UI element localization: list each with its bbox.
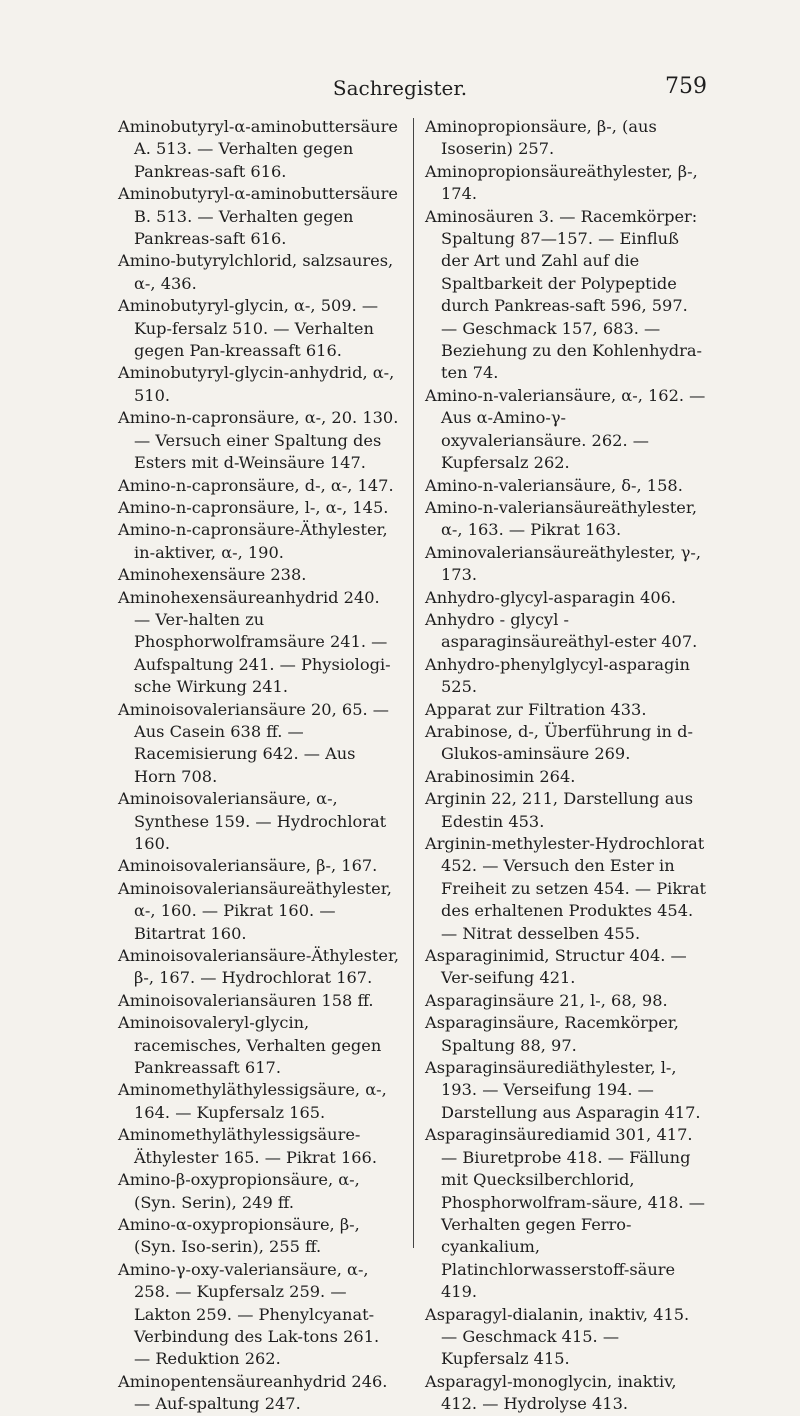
index-entry: Amino-n-capronsäure, α-, 20. 130. — Versuch einer Spaltung des Esters mit d-Weinsäure 147. <box>118 408 399 473</box>
index-entry: Aminomethyläthylessigsäure, α-, 164. — Kupfersalz 165. <box>118 1080 387 1122</box>
index-entry: Amino-n-valeriansäureäthylester, α-, 163. — Pikrat 163. <box>425 497 697 540</box>
index-entry: Arginin 22, 211, Darstellung aus Edestin 453. <box>425 789 694 831</box>
index-entry: Aminohexensäureanhydrid 240. — Ver-halten zu Phosphorwolframsäure 241. — Aufspaltung 241. — Physiologi-sche Wirkung 241. <box>118 587 391 697</box>
index-entry: Asparaginimid, Structur 404. — Ver-seifung 421. <box>425 946 687 988</box>
index-entry: Anhydro-phenylglycyl-asparagin 525. <box>425 654 690 697</box>
index-entry: Asparagyl-dialanin, inaktiv, 415. — Geschmack 415. — Kupfersalz 415. <box>425 1304 690 1369</box>
index-entry: Aminopropionsäureäthylester, β-, 174. <box>425 161 698 204</box>
index-entry: Asparaginsäure, Racemkörper, Spaltung 88, 97. <box>425 1013 679 1055</box>
index-entry: Aminoisovaleriansäuren 158 ff. <box>118 990 374 1010</box>
index-column-right <box>425 116 707 1416</box>
index-entry: Aminoisovaleryl-glycin, racemisches, Verhalten gegen Pankreassaft 617. <box>118 1013 382 1078</box>
index-entry: Aminomethyläthylessigsäure-Äthylester 165. — Pikrat 166. <box>118 1125 377 1167</box>
index-entry: Amino-α-oxypropionsäure, β-, (Syn. Iso-serin), 255 ff. <box>118 1214 360 1257</box>
index-entry: Aminovaleriansäureäthylester, γ-, 173. <box>425 542 702 585</box>
index-entry: Arginin-methylester-Hydrochlorat 452. — Versuch den Ester in Freiheit zu setzen 454. — Pikrat des erhaltenen Produktes 454. — Nitrat desselben 455. <box>425 834 707 943</box>
index-entry: Asparagyl-monoglycin, inaktiv, 412. — Hydrolyse 413. <box>425 1371 677 1414</box>
index-entry: Aminoisovaleriansäureäthylester, α-, 160. — Pikrat 160. — Bitartrat 160. <box>118 878 392 943</box>
index-entry: Aminobutyryl-glycin-anhydrid, α-, 510. <box>118 363 395 405</box>
index-entry: Arabinosimin 264. <box>425 766 576 786</box>
index-entry: Aminohexensäure 238. <box>118 565 307 585</box>
index-entry: Aminoisovaleriansäure, α-, Synthese 159. — Hydrochlorat 160. <box>118 789 387 853</box>
index-entry: Asparaginsäure 21, l-, 68, 98. <box>425 990 668 1010</box>
index-entry: Amino-n-valeriansäure, α-, 162. — Aus α-Amino-γ-oxyvaleriansäure. 262. — Kupfersalz 262. <box>425 385 706 473</box>
index-entry: Aminobutyryl-glycin, α-, 509. — Kup-fersalz 510. — Verhalten gegen Pan-kreassaft 616. <box>118 296 379 361</box>
index-entry: Anhydro-glycyl-asparagin 406. <box>425 587 677 607</box>
index-entry: Aminobutyryl-α-aminobuttersäure A. 513. — Verhalten gegen Pankreas-saft 616. <box>118 117 398 181</box>
index-entry: Amino-β-oxypropionsäure, α-, (Syn. Serin), 249 ff. <box>118 1170 360 1212</box>
index-entry: Amino-n-capronsäure-Äthylester, in-aktiver, α-, 190. <box>118 520 388 562</box>
column-divider <box>413 118 414 1248</box>
index-entry: Aminopentensäureanhydrid 246. — Auf-spaltung 247. <box>118 1371 388 1414</box>
index-entry: Amino-n-capronsäure, d-, α-, 147. <box>118 475 394 495</box>
index-entry: Amino-butyrylchlorid, salzsaures, α-, 436. <box>118 251 394 293</box>
index-entry: Apparat zur Filtration 433. <box>425 699 647 719</box>
index-entry: Amino-γ-oxy-valeriansäure, α-, 258. — Kupfersalz 259. — Lakton 259. — Phenylcyanat-Verbindung des Lak-tons 261. — Reduktion 262. <box>118 1259 380 1369</box>
index-entry: Aminoisovaleriansäure, β-, 167. <box>118 856 378 876</box>
page-number: 759 <box>665 74 707 99</box>
page-header <box>0 0 800 110</box>
index-entry: Arabinose, d-, Überführung in d-Glukos-aminsäure 269. <box>425 721 693 764</box>
index-entry: Aminoisovaleriansäure-Äthylester, β-, 167. — Hydrochlorat 167. <box>118 946 400 988</box>
running-head: Sachregister. <box>332 76 468 100</box>
index-entry: Asparaginsäurediäthylester, l-, 193. — Verseifung 194. — Darstellung aus Asparagin 417. <box>425 1058 701 1122</box>
index-entry: Anhydro - glycyl - asparaginsäureäthyl-ester 407. <box>425 609 698 652</box>
index-entry: Amino-n-capronsäure, l-, α-, 145. <box>118 497 389 517</box>
index-entry: Aminobutyryl-α-aminobuttersäure B. 513. — Verhalten gegen Pankreas-saft 616. <box>118 184 398 249</box>
index-entry: Aminosäuren 3. — Racemkörper: Spaltung 87—157. — Einfluß der Art und Zahl auf die Spaltbarkeit der Polypeptide durch Pankreas-saft 596, 597. — Geschmack 157, 683. — Beziehung zu den Kohlenhydra-ten 74. <box>425 206 702 383</box>
index-entry: Asparaginsäurediamid 301, 417. — Biuretprobe 418. — Fällung mit Quecksilberchlorid, Phosphorwolfram-säure, 418. — Verhalten gegen Ferro-cyankalium, Platinchlorwasserstoff-säure 419. <box>425 1125 705 1302</box>
index-entry: Aminopropionsäure, β-, (aus Isoserin) 257. <box>425 117 657 159</box>
index-entry: Aminoisovaleriansäure 20, 65. — Aus Casein 638 ff. — Racemisierung 642. — Aus Horn 708. <box>118 699 389 786</box>
index-entry: Amino-n-valeriansäure, δ-, 158. <box>425 475 683 495</box>
index-column-left <box>118 116 400 1416</box>
